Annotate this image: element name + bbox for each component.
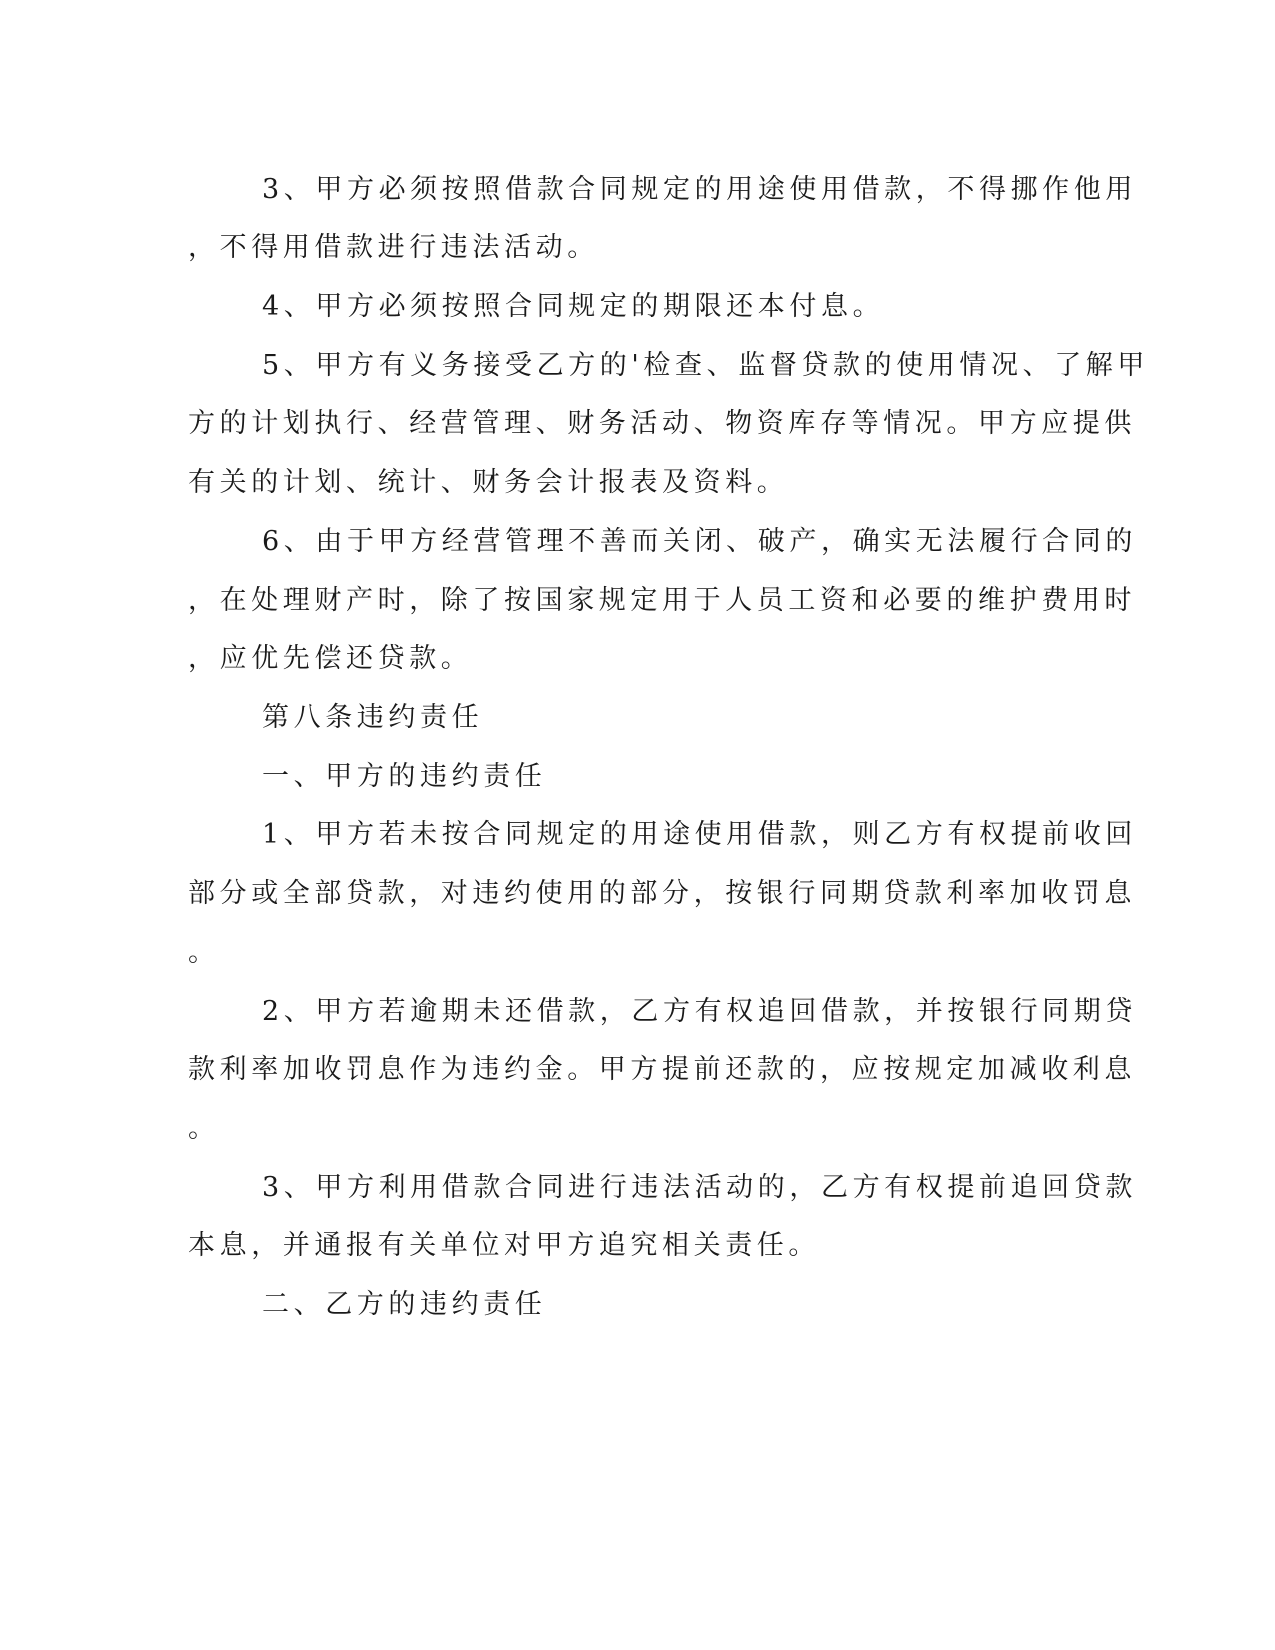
clause-5-line-2: 方的计划执行、经营管理、财务活动、物资库存等情况。甲方应提供 [188, 408, 1136, 439]
clause-6-line-2: ，在处理财产时，除了按国家规定用于人员工资和必要的维护费用时 [188, 585, 1136, 616]
liability-1-line-2: 部分或全部贷款，对违约使用的部分，按银行同期贷款利率加收罚息 [188, 878, 1136, 909]
liability-1-line-3: 。 [188, 937, 220, 968]
liability-1-line-1: 1、甲方若未按合同规定的用途使用借款，则乙方有权提前收回 [262, 819, 1137, 850]
clause-3-line-1: 3、甲方必须按照借款合同规定的用途使用借款，不得挪作他用 [262, 174, 1137, 205]
liability-2-line-2: 款利率加收罚息作为违约金。甲方提前还款的，应按规定加减收利息 [188, 1054, 1136, 1085]
clause-3-line-2: ，不得用借款进行违法活动。 [188, 232, 599, 263]
liability-2-line-1: 2、甲方若逾期未还借款，乙方有权追回借款，并按银行同期贷 [262, 996, 1137, 1027]
liability-3-line-2: 本息，并通报有关单位对甲方追究相关责任。 [188, 1230, 820, 1261]
clause-6-line-3: ，应优先偿还贷款。 [188, 643, 473, 674]
clause-4-line-1: 4、甲方必须按照合同规定的期限还本付息。 [262, 291, 885, 322]
clause-6-line-1: 6、由于甲方经营管理不善而关闭、破产，确实无法履行合同的 [262, 526, 1137, 557]
liability-3-line-1: 3、甲方利用借款合同进行违法活动的，乙方有权提前追回贷款 [262, 1172, 1137, 1203]
clause-5-line-3: 有关的计划、统计、财务会计报表及资料。 [188, 467, 789, 498]
party-a-liability-heading: 一、甲方的违约责任 [262, 761, 547, 792]
clause-5-line-1: 5、甲方有义务接受乙方的'检查、监督贷款的使用情况、了解甲 [262, 350, 1149, 381]
liability-2-line-3: 。 [188, 1113, 220, 1144]
article-8-heading: 第八条违约责任 [262, 702, 484, 733]
party-b-liability-heading: 二、乙方的违约责任 [262, 1289, 547, 1320]
